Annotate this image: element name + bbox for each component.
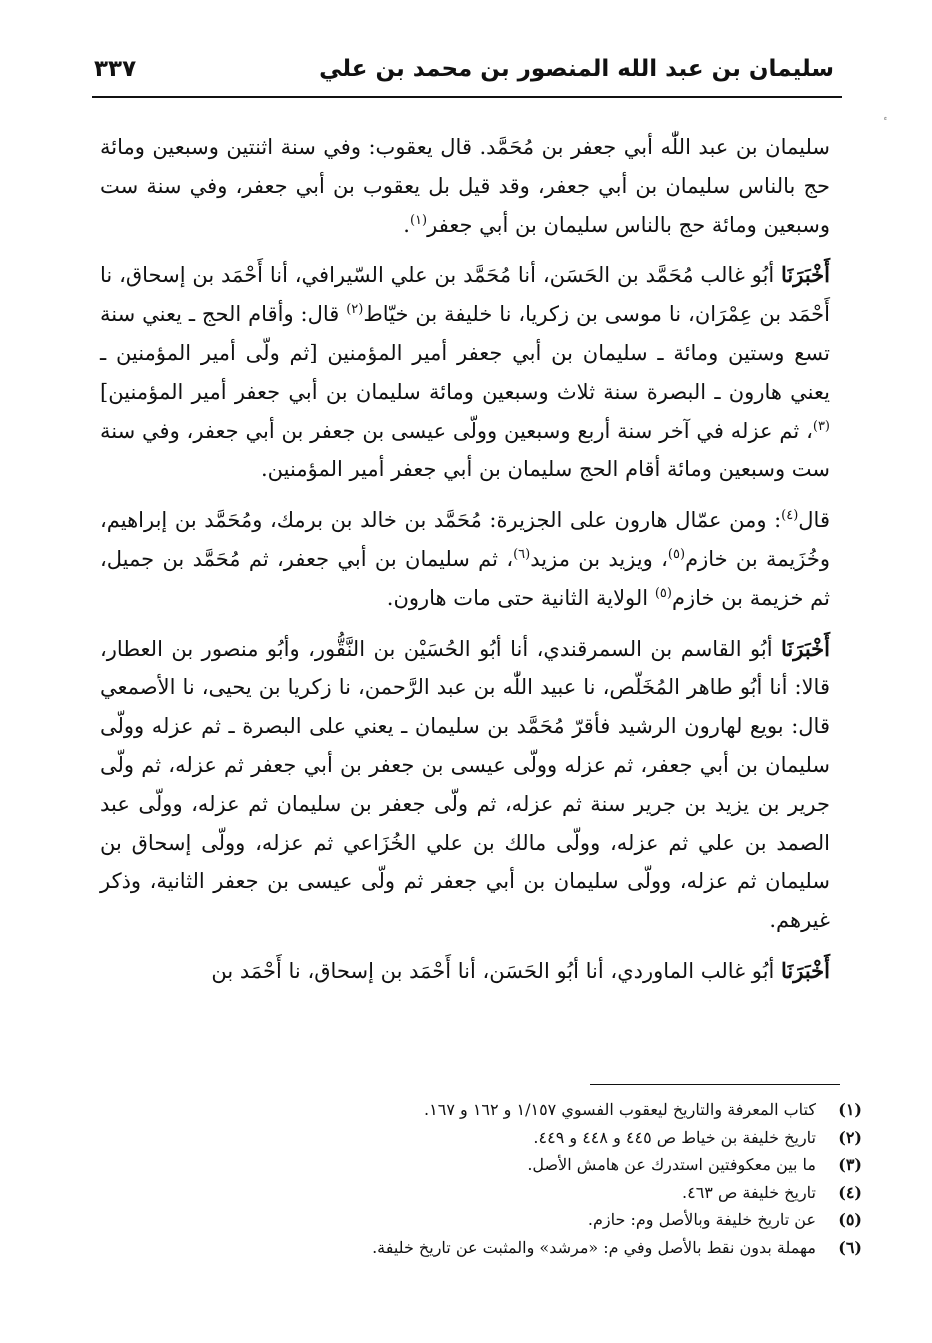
- footnote-number: (٦): [838, 1237, 862, 1257]
- footnote-text: تاريخ خليفة بن خياط ص ٤٤٥ و ٤٤٨ و ٤٤٩.: [533, 1127, 816, 1147]
- footnote-number: (٥): [838, 1210, 862, 1229]
- paragraph-text: أبُو غالب الماوردي، أنا أبُو الحَسَن، أنا أَحْمَد بن إسحاق، نا أَحْمَد بن: [211, 958, 775, 983]
- footnote-item: [102, 1234, 862, 1262]
- paragraph-2: [100, 256, 830, 489]
- running-header-title: سليمان بن عبد الله المنصور بن محمد بن علي: [319, 56, 834, 82]
- footnote-text: ما بين معكوفتين استدرك عن هامش الأصل.: [527, 1155, 816, 1174]
- footnote-ref: (٤): [781, 508, 799, 524]
- footnote-item: [102, 1124, 862, 1152]
- paragraph-lead-word: أَخْبَرَنَا: [781, 957, 830, 983]
- footnote-text: عن تاريخ خليفة وبالأصل وم: حازم.: [587, 1210, 816, 1229]
- footnote-item: [102, 1151, 862, 1179]
- paragraph-text: سليمان بن عبد اللّٰه أبي جعفر بن مُحَمَّد. قال يعقوب: وفي سنة اثنتين وسبعين ومائة حج بالناس سليمان بن أبي جعفر، وقد قيل بل يعقوب بن أبي جعفر، وفي سنة ست وسبعين ومائة حج بالناس سليمان بن أبي جعفر: [100, 135, 830, 237]
- footnote-ref: (٣): [812, 418, 830, 434]
- paragraph-text-cont: .: [403, 212, 410, 237]
- paragraph-5: [100, 952, 830, 991]
- paragraph-text-cont: ، ثم سليمان بن أبي جعفر، ثم مُحَمَّد بن جميل، ثم خزيمة بن خازم: [100, 546, 830, 610]
- footnote-ref: (١): [409, 212, 428, 228]
- footnote-number: (٤): [838, 1182, 862, 1202]
- paragraph-text-cont: الولاية الثانية حتى مات هارون.: [386, 585, 649, 610]
- paragraph-text-cont: ، ثم عزله في آخر سنة أربع وسبعين وولّى عيسى بن جعفر بن أبي جعفر، وفي سنة ست وسبعين ومائة أقام الحج سليمان بن أبي جعفر أمير المؤمنين.: [100, 418, 830, 482]
- footnote-item: [102, 1179, 862, 1207]
- paragraph-text-cont: : ومن عمّال هارون على الجزيرة: مُحَمَّد بن خالد بن برمك، ومُحَمَّد بن إبراهيم، وخُزَيمة بن خازم: [100, 508, 830, 571]
- footnote-number: (٢): [838, 1127, 862, 1147]
- footnote-text: مهملة بدون نقط بالأصل وفي م: «مرشد» والمثبت عن تاريخ خليفة.: [372, 1237, 816, 1257]
- main-text: [100, 128, 830, 1003]
- footnote-number: (٣): [838, 1155, 862, 1174]
- paragraph-text: أبُو غالب مُحَمَّد بن الحَسَن، أنا مُحَمَّد بن علي السّيرافي، أنا أَحْمَد بن إسحاق، نا أَحْمَد بن عِمْرَان، نا موسى بن زكريا، نا خليفة بن خيّاط: [100, 263, 830, 327]
- footnote-ref: (٥): [667, 546, 686, 562]
- paragraph-3: [100, 501, 830, 617]
- paragraph-text: أبُو القاسم بن السمرقندي، أنا أبُو الحُسَيْن بن النَّقُّور، وأبُو منصور بن العطار، قالا: أنا أبُو طاهر المُخَلّص، نا عبيد اللّٰه بن عبد الرَّحمن، نا زكريا بن يحيى، نا الأصمعي قال: بويع لهارون الرشيد فأقرّ مُحَمَّد بن سليمان ـ يعني على البصرة ـ ثم عزله وولّى سليمان بن أبي جعفر، ثم عزله وولّى عيسى بن جعفر بن أبي جعفر ثم عزله، ثم ولّى جرير بن يزيد بن جرير سنة ثم عزله، ثم ولّى جعفر بن سليمان ثم عزله، وولّى عبد الصمد بن علي ثم عزله، وولّى مالك بن علي الخُزَاعي ثم عزله، وولّى إسحاق بن سليمان ثم عزله، وولّى سليمان بن أبي جعفر ثم ولّى عيسى بن جعفر الثانية، وذكر غيرهم.: [100, 636, 830, 933]
- footnote-separator: [590, 1084, 840, 1085]
- footnote-item: [102, 1206, 862, 1234]
- paragraph-text-cont: ، ويزيد بن مزيد: [530, 546, 668, 571]
- header-rule: [92, 96, 842, 98]
- page-number: ٣٣٧: [94, 56, 137, 82]
- footnote-number: (١): [838, 1100, 862, 1119]
- paragraph-1: [100, 128, 830, 244]
- footnote-text: تاريخ خليفة ص ٤٦٣.: [682, 1182, 816, 1202]
- paragraph-lead-word: أَخْبَرَنَا: [781, 635, 830, 661]
- paragraph-text: قال: [798, 508, 830, 533]
- footnote-ref: (٦): [513, 546, 531, 562]
- footnote-text: كتاب المعرفة والتاريخ ليعقوب الفسوي ١/١٥٧ و ١٦٢ و ١٦٧.: [424, 1100, 816, 1119]
- paragraph-4: [100, 630, 830, 940]
- footnote-ref: (٥): [654, 585, 672, 601]
- footnote-ref: (٢): [346, 302, 364, 318]
- paragraph-lead-word: أَخْبَرَنَا: [781, 262, 830, 288]
- paragraph-text-cont: قال: وأقام الحج ـ يعني سنة تسع وستين ومائة ـ سليمان بن أبي جعفر أمير المؤمنين [ثم ولّى أمير المؤمنين ـ يعني هارون ـ البصرة سنة ثلاث وسبعين ومائة سليمان بن أبي جعفر أمير المؤمنين]: [100, 302, 830, 404]
- footnotes: [102, 1096, 862, 1261]
- footnote-item: [102, 1096, 862, 1124]
